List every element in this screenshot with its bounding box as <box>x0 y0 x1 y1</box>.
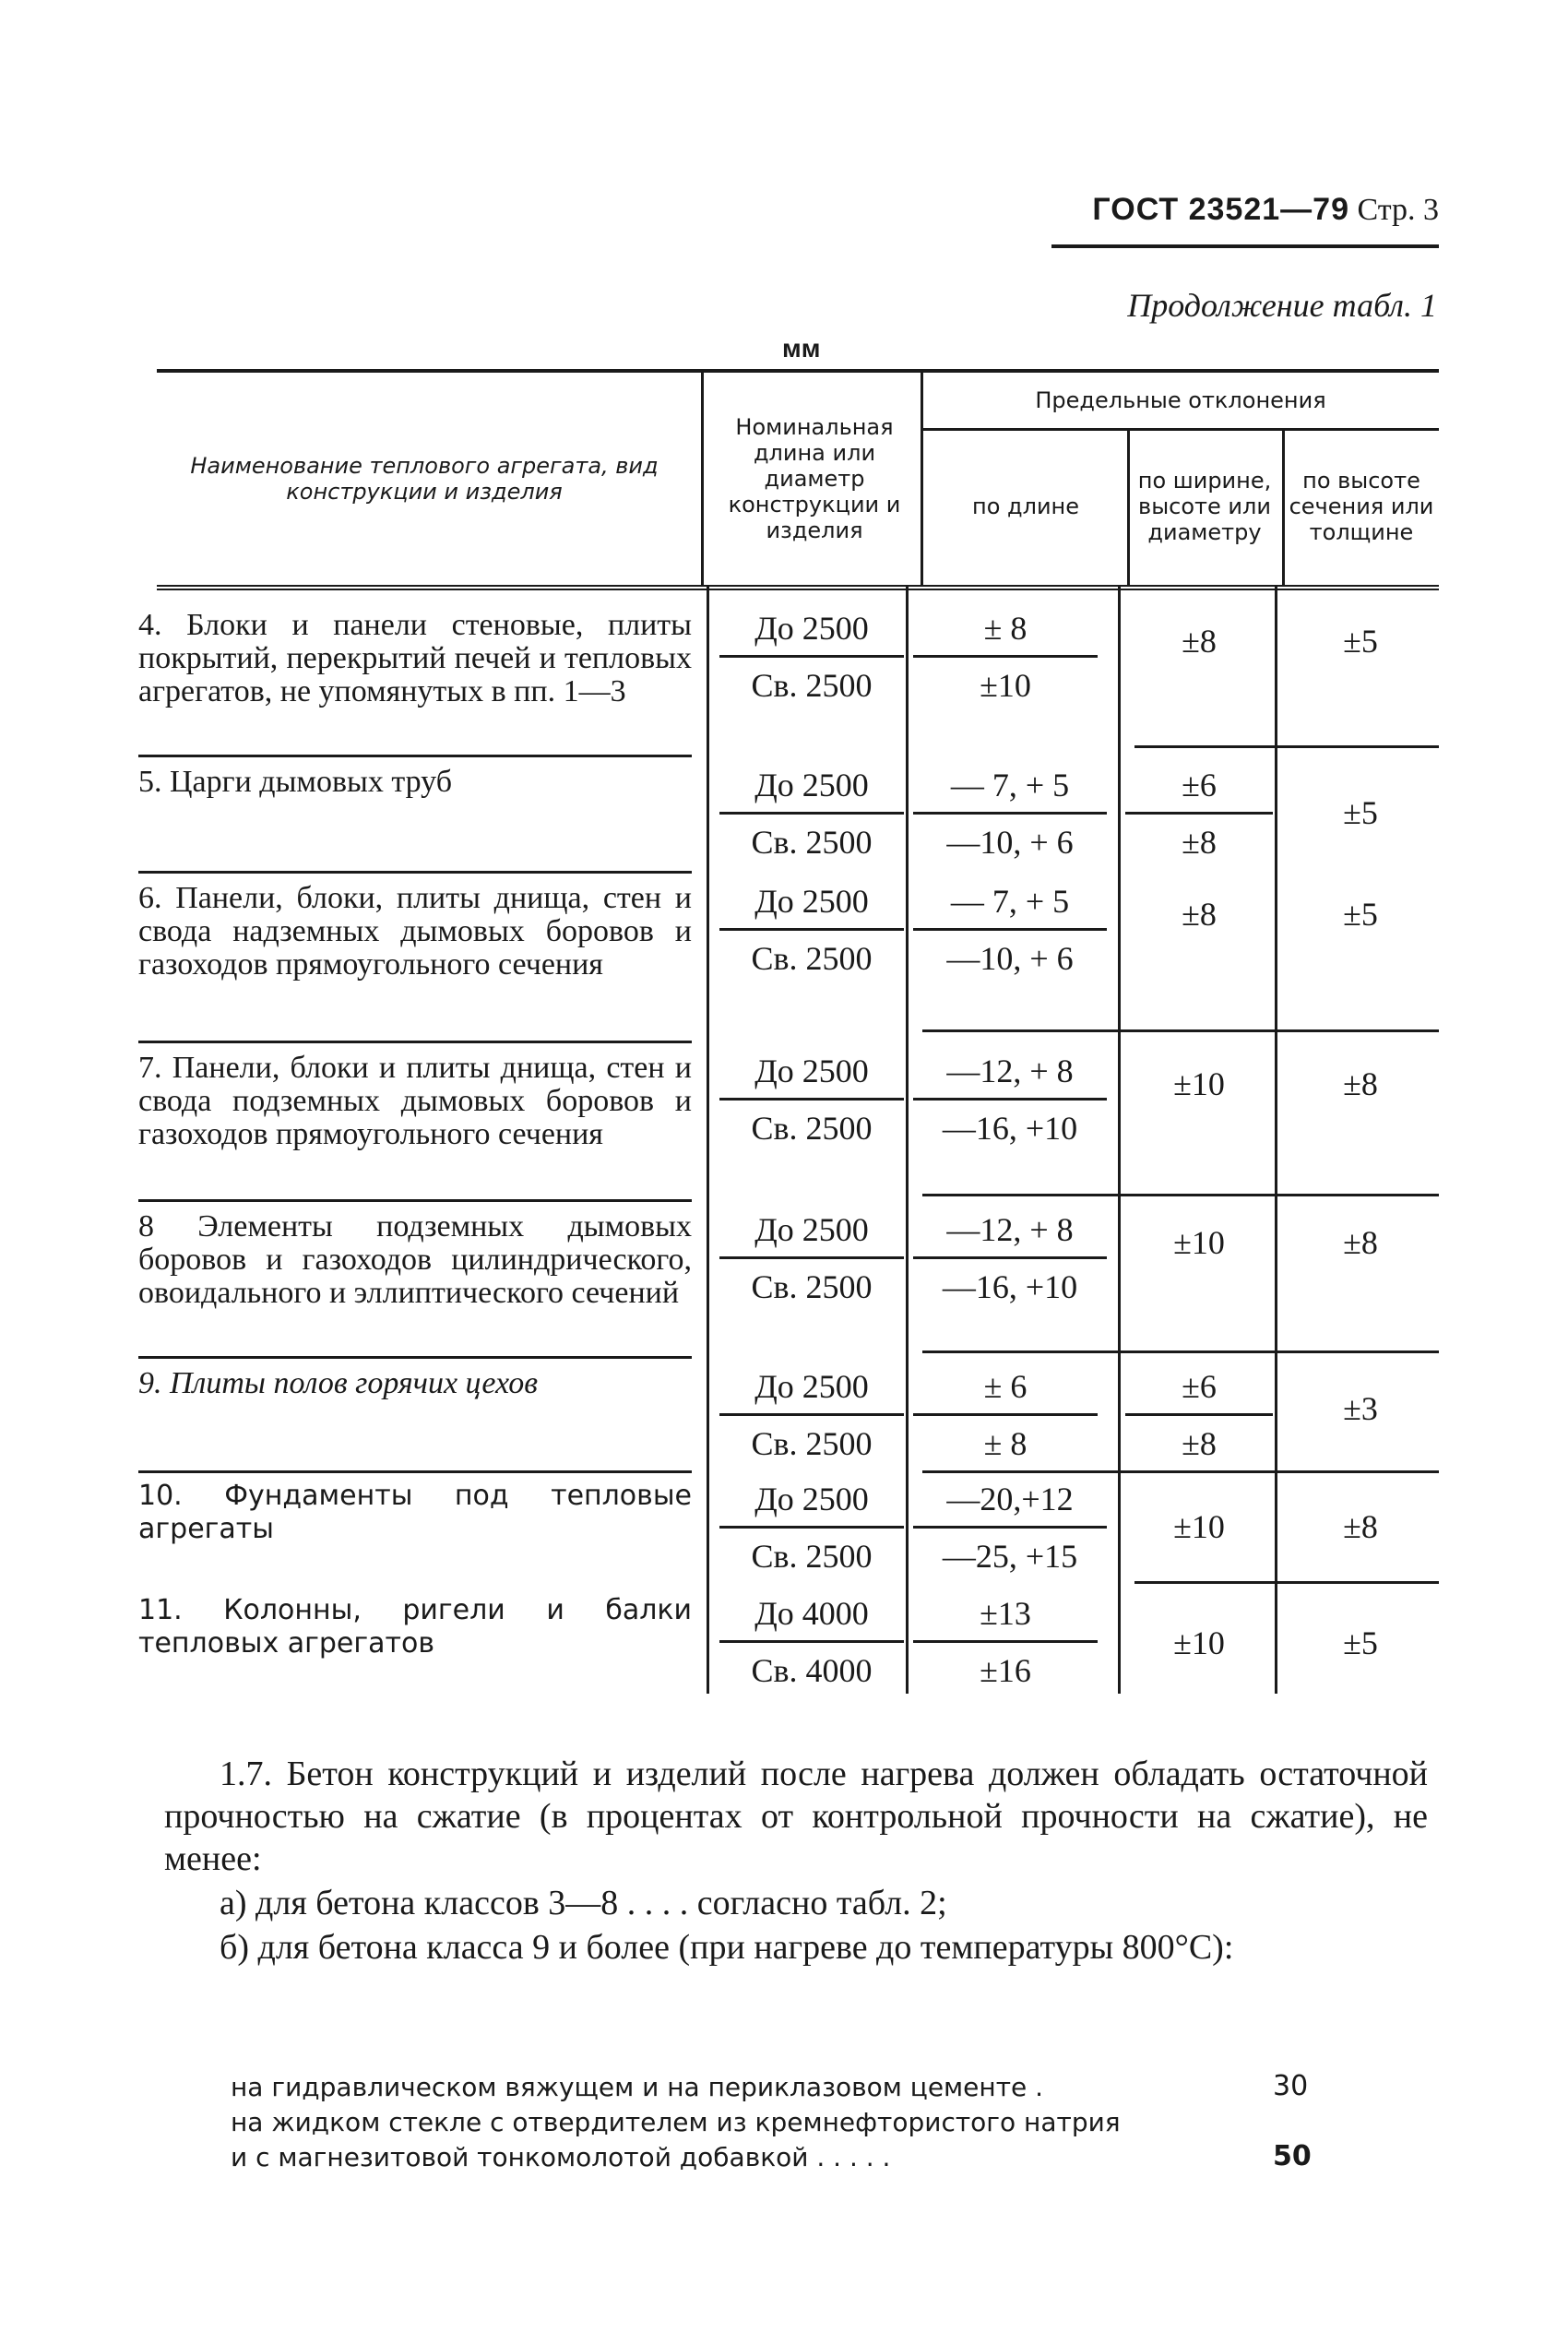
table-row <box>138 1480 1439 1581</box>
width-deviation: ±6 <box>1182 1368 1217 1405</box>
length-deviation: —16, +10 <box>942 1110 1078 1147</box>
header-name-column: Наименование теплового агрегата, вид конструкции и изделия <box>190 453 659 505</box>
length-deviation: ±16 <box>980 1652 1031 1689</box>
length-deviation: — 7, + 5 <box>950 767 1070 803</box>
page-number: Стр. 3 <box>1357 193 1439 227</box>
height-deviation: ±5 <box>1343 623 1378 660</box>
nominal-over: Св. 2500 <box>751 1538 873 1575</box>
row-name: 11. Колонны, ригели и балки тепловых агрегатов <box>138 1594 692 1660</box>
length-deviation: —12, + 8 <box>946 1211 1074 1248</box>
nominal-up-to: До 2500 <box>754 1481 869 1517</box>
list-item: на гидравлическом вяжущем и на периклазовом цементе . <box>231 2072 1044 2102</box>
length-deviation: ±13 <box>980 1595 1031 1632</box>
paragraph-1-7: 1.7. Бетон конструкций и изделий после нагрева должен обладать остаточной прочностью на сжатие (в процентах от контрольной прочности на сжатие), не менее: <box>164 1755 1428 1878</box>
row-name: 9. Плиты полов горячих цехов <box>138 1366 539 1400</box>
height-deviation: ±8 <box>1343 1508 1378 1545</box>
table-row <box>138 882 1439 1039</box>
nominal-over: Св. 2500 <box>751 667 873 704</box>
table-row <box>138 1052 1439 1199</box>
width-deviation: ±10 <box>1173 1624 1225 1661</box>
nominal-up-to: До 2500 <box>754 1211 869 1248</box>
nominal-up-to: До 4000 <box>754 1595 869 1632</box>
height-deviation: ±5 <box>1343 896 1378 933</box>
table-row <box>138 609 1439 756</box>
height-deviation: ±8 <box>1343 1224 1378 1261</box>
height-deviation: ±8 <box>1343 1065 1378 1102</box>
length-deviation: —25, +15 <box>942 1538 1078 1575</box>
paragraph-item-a: а) для бетона классов 3—8 . . . . согласно табл. 2; <box>220 1884 947 1922</box>
width-deviation: ±6 <box>1182 767 1217 803</box>
nominal-over: Св. 2500 <box>751 940 873 977</box>
nominal-up-to: До 2500 <box>754 767 869 803</box>
length-deviation: ± 8 <box>983 1425 1028 1462</box>
list-item: на жидком стекле с отвердителем из кремнефтористого натрия <box>231 2107 1121 2137</box>
gost-number: ГОСТ 23521—79 <box>1092 192 1349 227</box>
header-nominal-column: Номинальная длина или диаметр конструкции и изделия <box>728 414 901 543</box>
width-deviation: ±10 <box>1173 1224 1225 1261</box>
length-deviation: —16, +10 <box>942 1268 1078 1305</box>
table-continuation-label: Продолжение табл. 1 <box>1127 287 1437 324</box>
table-row <box>138 766 1439 867</box>
width-deviation: ±8 <box>1182 824 1217 861</box>
header-width-column: по ширине, высоте или диаметру <box>1137 468 1272 545</box>
length-deviation: ± 6 <box>983 1368 1028 1405</box>
nominal-up-to: До 2500 <box>754 1368 869 1405</box>
width-deviation: ±8 <box>1182 1425 1217 1462</box>
list-value: 30 <box>1273 2070 1309 2102</box>
header-length-column: по длине <box>972 494 1079 519</box>
paragraph-item-b: б) для бетона класса 9 и более (при нагреве до температуры 800°С): <box>220 1928 1234 1967</box>
body-text <box>164 1753 1428 1969</box>
nominal-over: Св. 2500 <box>751 1110 873 1147</box>
table-row <box>138 1594 1439 1695</box>
row-name: 5. Царги дымовых труб <box>138 765 453 799</box>
list-item: и с магнезитовой тонкомолотой добавкой . . . . . <box>231 2142 891 2172</box>
page-header <box>1051 192 1439 248</box>
height-deviation: ±3 <box>1343 1390 1378 1427</box>
row-name: 10. Фундаменты под тепловые агрегаты <box>138 1480 692 1545</box>
header-deviations: Предельные отклонения <box>1035 387 1326 413</box>
width-deviation: ±10 <box>1173 1508 1225 1545</box>
table-row <box>138 1367 1439 1469</box>
width-deviation: ±8 <box>1182 896 1217 933</box>
length-deviation: — 7, + 5 <box>950 883 1070 920</box>
nominal-up-to: До 2500 <box>754 883 869 920</box>
length-deviation: —20,+12 <box>946 1481 1074 1517</box>
unit-label: мм <box>782 334 821 363</box>
list-value: 50 <box>1273 2140 1312 2172</box>
length-deviation: ±10 <box>980 667 1031 704</box>
width-deviation: ±8 <box>1182 623 1217 660</box>
nominal-over: Св. 2500 <box>751 1268 873 1305</box>
height-deviation: ±5 <box>1343 1624 1378 1661</box>
nominal-over: Св. 4000 <box>751 1652 873 1689</box>
length-deviation: —10, + 6 <box>946 940 1074 977</box>
height-deviation: ±5 <box>1343 794 1378 831</box>
table-row <box>138 1210 1439 1358</box>
nominal-up-to: До 2500 <box>754 610 869 647</box>
row-name: 7. Панели, блоки и плиты днища, стен и свода подземных дымовых боровов и газоходов прямоугольного сечения <box>138 1051 692 1151</box>
nominal-up-to: До 2500 <box>754 1053 869 1089</box>
row-name: 6. Панели, блоки, плиты днища, стен и свода надземных дымовых боровов и газоходов прямоугольного сечения <box>138 881 692 982</box>
row-name: 8 Элементы подземных дымовых боровов и газоходов цилиндрического, овоидального и эллиптического сечений <box>138 1209 692 1310</box>
table-header <box>157 369 1439 590</box>
length-deviation: ± 8 <box>983 610 1028 647</box>
row-name: 4. Блоки и панели стеновые, плиты покрытий, перекрытий печей и тепловых агрегатов, не упомянутых в пп. 1—3 <box>138 608 692 708</box>
length-deviation: —10, + 6 <box>946 824 1074 861</box>
nominal-over: Св. 2500 <box>751 1425 873 1462</box>
width-deviation: ±10 <box>1173 1065 1225 1102</box>
nominal-over: Св. 2500 <box>751 824 873 861</box>
length-deviation: —12, + 8 <box>946 1053 1074 1089</box>
header-height-column: по высоте сечения или толщине <box>1289 468 1434 545</box>
